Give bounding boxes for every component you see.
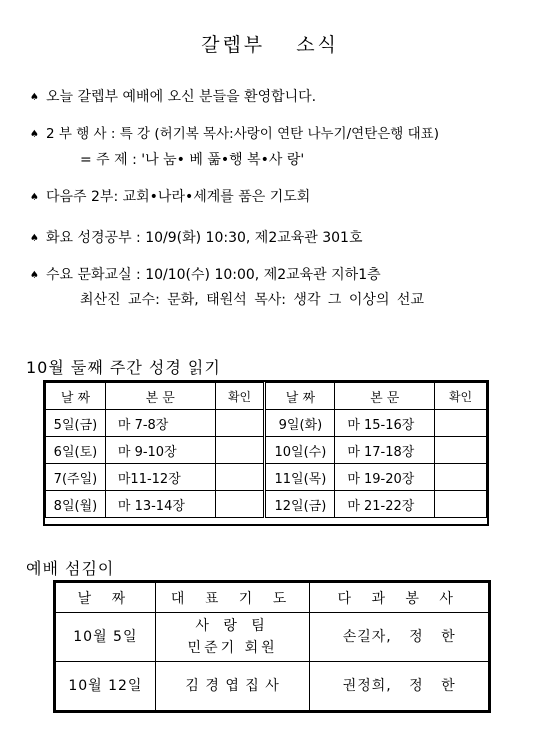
reading-check-cell[interactable] <box>215 491 265 518</box>
reading-date: 10일(수) <box>265 437 335 464</box>
spade-icon: ♠ <box>30 128 39 140</box>
spade-icon: ♠ <box>30 269 39 281</box>
reading-table-header <box>46 383 487 410</box>
spade-icon: ♠ <box>30 91 39 103</box>
page-title: 갈렙부 소식 <box>201 34 339 56</box>
servers-prayer-line2: 민준기 회원 <box>187 640 278 656</box>
table-row <box>46 491 487 518</box>
reading-passage: 마 7-8장 <box>105 410 215 437</box>
reading-col-passage: 본 문 <box>335 383 435 410</box>
reading-passage: 마 15-16장 <box>335 410 435 437</box>
reading-passage: 마11-12장 <box>105 464 215 491</box>
reading-date: 12일(금) <box>265 491 335 518</box>
reading-check-cell[interactable] <box>215 437 265 464</box>
news-welcome-text: 오늘 갈렙부 예배에 오신 분들을 환영합니다. <box>46 89 317 105</box>
servers-date: 10월 5일 <box>56 613 156 662</box>
news-wednesday-text: 수요 문화교실 : 10/10(수) 10:00, 제2교육관 지하1층 <box>46 267 381 283</box>
reading-date: 9일(화) <box>265 410 335 437</box>
servers-refreshment: 권정희, 정 한 <box>310 662 489 711</box>
news-part2-theme: = 주 제 : '나 눔• 베 풂•행 복•사 랑' <box>80 152 305 168</box>
news-tuesday-text: 화요 성경공부 : 10/9(화) 10:30, 제2교육관 301호 <box>46 230 363 246</box>
news-wednesday-sub: 최산진 교수: 문화, 태원석 목사: 생각 그 이상의 선교 <box>80 292 424 308</box>
servers-heading: 예배 섬김이 <box>26 559 115 578</box>
news-next-week-text: 다음주 2부: 교회•나라•세계를 품은 기도회 <box>46 189 311 205</box>
reading-col-check: 확인 <box>435 383 487 410</box>
servers-prayer-line1: 사 랑 팀 <box>195 618 270 634</box>
servers-prayer <box>155 662 310 711</box>
reading-date: 7(주일) <box>46 464 106 491</box>
reading-passage: 마 19-20장 <box>335 464 435 491</box>
reading-date: 8일(월) <box>46 491 106 518</box>
reading-date: 11일(목) <box>265 464 335 491</box>
reading-col-date: 날 짜 <box>46 383 106 410</box>
reading-passage: 마 21-22장 <box>335 491 435 518</box>
news-item-wednesday <box>30 264 381 284</box>
spade-icon: ♠ <box>30 232 39 244</box>
reading-check-cell[interactable] <box>435 410 487 437</box>
reading-check-cell[interactable] <box>435 491 487 518</box>
table-row <box>46 437 487 464</box>
table-row <box>56 662 489 711</box>
reading-heading: 10월 둘째 주간 성경 읽기 <box>26 358 221 377</box>
reading-check-cell[interactable] <box>435 464 487 491</box>
spade-icon: ♠ <box>30 191 39 203</box>
reading-check-cell[interactable] <box>435 437 487 464</box>
reading-col-passage: 본 문 <box>105 383 215 410</box>
reading-col-date: 날 짜 <box>265 383 335 410</box>
servers-col-date: 날 짜 <box>56 583 156 613</box>
reading-date: 6일(토) <box>46 437 106 464</box>
servers-date: 10월 12일 <box>56 662 156 711</box>
servers-prayer-line1: 김 경 엽 집 사 <box>185 678 280 694</box>
table-row <box>46 410 487 437</box>
reading-table <box>45 382 487 518</box>
servers-col-refreshment: 다 과 봉 사 <box>310 583 489 613</box>
reading-col-check: 확인 <box>215 383 265 410</box>
servers-col-prayer: 대 표 기 도 <box>155 583 310 613</box>
reading-passage: 마 9-10장 <box>105 437 215 464</box>
table-row <box>46 464 487 491</box>
news-item-part2 <box>30 122 439 142</box>
table-row <box>56 613 489 662</box>
news-item-tuesday <box>30 227 363 247</box>
servers-refreshment: 손길자, 정 한 <box>310 613 489 662</box>
news-item-welcome <box>30 86 316 106</box>
reading-check-cell[interactable] <box>215 410 265 437</box>
reading-date: 5일(금) <box>46 410 106 437</box>
news-part2-text: 2 부 행 사 : 특 강 (허기복 목사:사랑이 연탄 나누기/연탄은행 대표) <box>46 126 439 142</box>
servers-table-header <box>56 583 489 613</box>
news-item-next-week <box>30 186 310 206</box>
reading-check-cell[interactable] <box>215 464 265 491</box>
servers-table <box>55 582 489 711</box>
servers-prayer <box>155 613 310 662</box>
reading-passage: 마 13-14장 <box>105 491 215 518</box>
reading-passage: 마 17-18장 <box>335 437 435 464</box>
